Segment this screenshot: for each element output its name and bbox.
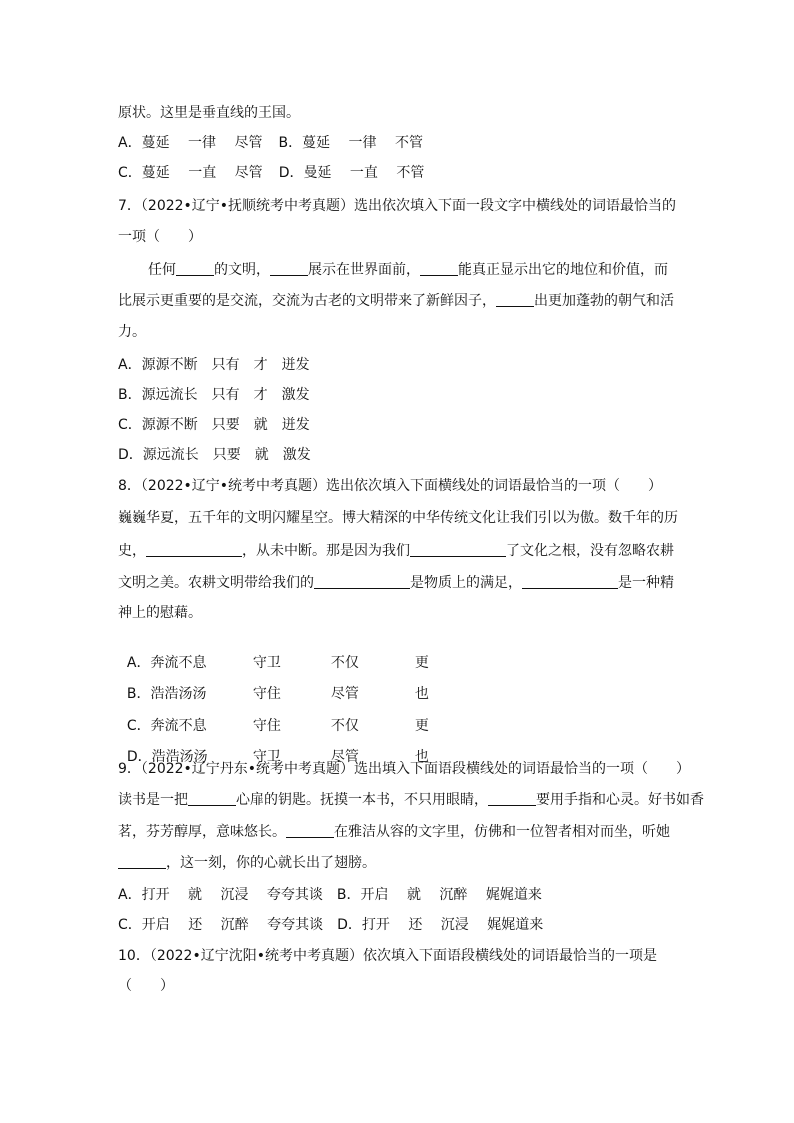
q9-blank-3 [286, 823, 334, 838]
q8-blank-3 [314, 574, 410, 589]
q7-stem-line-2: 一项（ ） [118, 229, 202, 245]
q9-options-row-1: A．打开 就 沉浸 夸夸其谈 B．开启 就 沉醉 娓娓道来 [118, 887, 542, 903]
q7-blank-1 [176, 261, 214, 276]
q10-stem-line-1: 10．（2022•辽宁沈阳•统考中考真题）依次填入下面语段横线处的词语最恰当的一项是 [118, 948, 657, 964]
q6-tail-text: 原状。这里是垂直线的王国。 [118, 105, 300, 121]
q8-stem: 8．（2022•辽宁•统考中考真题）选出依次填入下面横线处的词语最恰当的一项（ ） [118, 478, 663, 494]
q9-passage-line-3: ，这一刻，你的心就长出了翅膀。 [118, 853, 376, 873]
q9-passage-line-1: 读书是一把 心扉的钥匙。抚摸一本书，不只用眼睛， 要用手指和心灵。好书如香 [118, 792, 704, 808]
q6-options-row-1 [118, 133, 423, 153]
q8-passage-line-3: 文明之美。农耕文明带给我们的 是物质上的满足， 是一种精 [118, 575, 674, 591]
q7-passage-line-3: 力。 [118, 324, 146, 340]
q7-blank-2 [270, 261, 308, 276]
q9-options-row-2: C．开启 还 沉醉 夸夸其谈 D．打开 还 沉浸 娓娓道来 [118, 917, 544, 933]
q8-passage-line-4: 神上的慰藉。 [118, 605, 202, 621]
q7-passage-line-1: 任何 的文明， 展示在世界面前， 能真正显示出它的地位和价值，而 [148, 262, 668, 278]
q7-blank-4 [496, 292, 534, 307]
q7-passage-line-2: 比展示更重要的是交流，交流为古老的文明带来了新鲜因子， 出更加蓬勃的朝气和活 [118, 293, 674, 309]
q8-option-a: A．奔流不息 守卫 不仅 更 [126, 655, 429, 671]
q9-passage-line-2: 茗，芬芳醇厚，意味悠长。 在雅洁从容的文字里，仿佛和一位智者相对而坐，听她 [118, 824, 670, 840]
q7-option-a: A．源源不断 只有 才 迸发 [118, 357, 310, 373]
q6-option-c: C．蔓延 一直 尽管 [118, 165, 263, 181]
q7-option-d: D．源远流长 只要 就 激发 [118, 447, 311, 463]
q7-stem-line-1: 7．（2022•辽宁•抚顺统考中考真题）选出依次填入下面一段文字中横线处的词语最恰当的 [118, 198, 677, 214]
q10-stem-line-2: （ ） [118, 978, 174, 994]
q7-blank-3 [420, 261, 458, 276]
q8-option-b: B．浩浩汤汤 守住 尽管 也 [126, 686, 429, 702]
q8-passage-line-1: 巍巍华夏，五千年的文明闪耀星空。博大精深的中华传统文化让我们引以为傲。数千年的历 [118, 510, 678, 526]
q9-stem: 9．（2022•辽宁丹东•统考中考真题）选出填入下面语段横线处的词语最恰当的一项（ ） [118, 761, 691, 777]
q7-option-b: B．源远流长 只有 才 激发 [118, 387, 310, 403]
q8-blank-4 [522, 574, 618, 589]
q8-option-d: D．浩浩汤汤 守卫 尽管 也 [126, 749, 429, 765]
q6-option-b: B．蔓延 一律 不管 [278, 135, 423, 151]
q9-blank-1 [188, 791, 236, 806]
q8-option-c: C．奔流不息 守住 不仅 更 [126, 718, 429, 734]
q7-option-c: C．源源不断 只要 就 迸发 [118, 417, 310, 433]
q8-blank-1 [146, 542, 242, 557]
q9-blank-2 [488, 791, 536, 806]
q8-blank-2 [410, 542, 506, 557]
q9-blank-4 [118, 854, 166, 869]
q6-option-d: D．曼延 一直 不管 [278, 165, 425, 181]
q8-passage-line-2: 史， ，从未中断。那是因为我们 了文化之根，没有忽略农耕 [118, 543, 674, 559]
q6-option-a: A．蔓延 一律 尽管 [118, 135, 263, 151]
q6-options-row-2 [118, 163, 424, 183]
